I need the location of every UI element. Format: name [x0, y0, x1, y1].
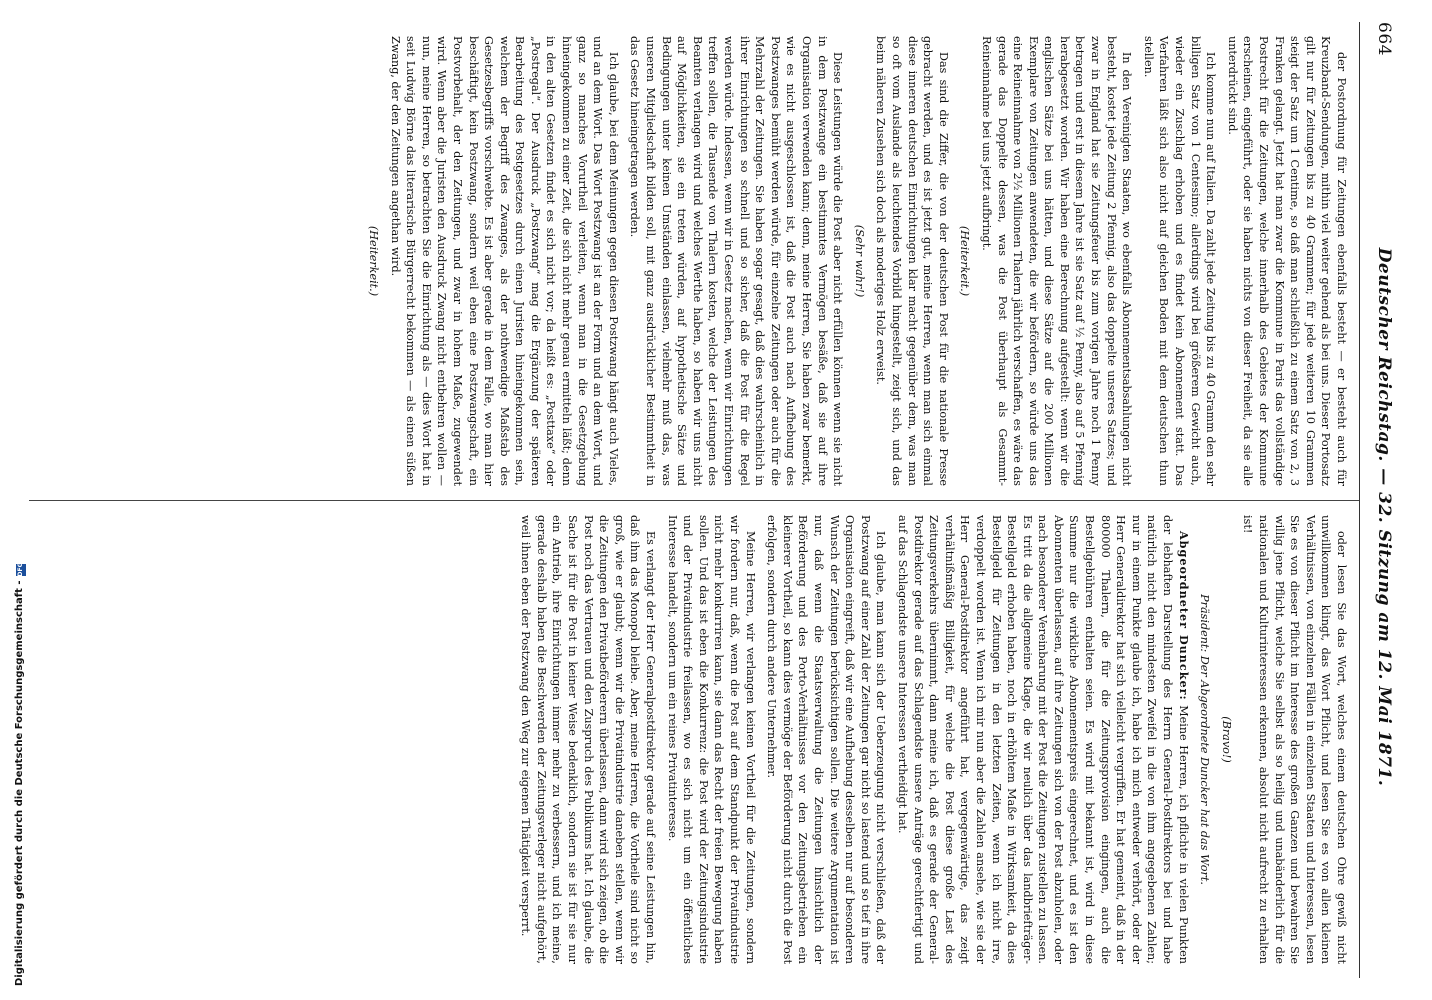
page-header: [1359, 22, 1394, 978]
paragraph: In den Vereinigten Staaten, wo ebenfalls Abonnementsabsahlungen nicht besteht, kostet jede Zeitung 2 Pfennig, also das doppelte unseres Satzes; und zwar in England hat sie Zeitungsfeuer bis zum vorigen Jahre noch 1 Penny betragen und erst in diesem Jahre ist sie Satz auf ½ Penny, also auf 5 Pfennig herabgesetzt worden. Wir haben eine Berechnung aufgestellt: wenn wir die englischen Sätze bei uns hätten, und diese Sätze auf die 200 Millionen Exemplare von Zeitungen anwendeten, die wir befördern, so würde uns das eine Reineinnahme von 2½ Millionen Thalern jährlich verschaffen, es wäre das gerade das Doppelte dessen, was die Post überhaupt als Gesammt-Reineinnahme bei uns jetzt aufbringt.: [979, 36, 1134, 486]
digitization-credit: [2, 8, 25, 998]
paragraph: der Postordnung für Zeitungen ebenfalls besteht — er besteht auch für Kreuzband-Sendungen, mithin viel weiter gehend als bei uns. Dieser Portosatz gilt nur für Zeitungen bis zu 40 Grammen; für jede weiteren 10 Grammen steigt der Satz um 1 Centime, so daß man schließlich zu einem Satz von 2, 3 Franken gelangt. Jetzt hat man zwar die Kommune in Paris das vollständige Postrecht für die Zeitungen, welche innerhalb des Gebietes der Kommune erscheinen, eingeführt, oder sie haben nichts von dieser Freiheit, da sie alle unterdrückt sind.: [1225, 36, 1348, 486]
page-title: Deutscher Reichstag. — 32. Sitzung am 12. Mai 1871.: [1374, 247, 1394, 787]
credit-text: Digitalisierung gefördert durch die Deutsche Forschungsgemeinschaft -: [14, 580, 25, 986]
paragraph: Ich glaube, man kann sich der Ueberzeugung nicht verschließen, daß der Postzwang auf einer Zahl der Zeitungen gar nicht so lastend und so tief in ihre Organisation eingreift, daß wir eine Aufhebung desselben nur auf besonderen Wunsch der Zeitungen berücksichtigen sollen. Die weitere Argumentation ist nur, daß wenn die Staatsverwaltung die Zeitungen hinsichtlich der Beförderung und des Porto-Verhältnisses vor den Zeitungsbetrieben ein kleinerer Vortheil, so kann dies vermöge der Beförderung nicht durch die Post erfolgen, sondern durch andere Unternehmer.: [765, 515, 888, 964]
paragraph: Das sind die Ziffer, die von der deutschen Post für die nationale Presse gebracht werden, und es ist jetzt gut, meine Herren, wenn man sich einmal diese inneren deutschen Einrichtungen klar macht gegenüber dem, was man so oft vom Auslande als leuchtendes Vorbild hingestellt, zeigt sich, und das beim näheren Zusehen sich doch als moderiges Holz erweist.: [874, 36, 950, 486]
interjection-note: (Heiterkeit.): [366, 225, 380, 297]
paragraph: Diese Leistungen würde die Post aber nicht erfüllen können wenn sie nicht in dem Postzwange ein bestimmtes Vermögen besäße, daß sie auf ihre Organisation verwenden kann; denn, meine Herren, Sie haben zwar bemerkt, wie es nicht ausgeschlossen ist, daß die Post auch nach Aufhebung des Postzwanges bemüht werden würde, für einzelne Zeitungen oder auch für die Mehrzahl der Zeitungen. Sie haben sogar gesagt, daß dies wahrscheinlich in ihrer Einrichtungen so schnell und so sicher, daß die Post für die Regel werden würde. Indessen, wenn wir in Gesetz machen, wenn wir Einrichtungen treffen sollen, die Tausende von Thalern kosten, welche der Leistungen des Beamten verlangen wird und welches Werthe haben, so haben wir uns nicht auf Möglichkeiten, sie ein treten würden, auf hypothetische Sätze und Bedingungen unter keinen Umständen einlassen, vielmehr muß das, was unseren Mitgliedschaft bilden soll, mit ganz ausdrücklicher Bestimmtheit in das Gesetz hineingetragen werden.: [628, 36, 845, 486]
paragraph: Es verlangt der Herr Generalpostdirektor gerade auf seine Leistungen hin, daß ihm das Monopol bleibe. Aber, meine Herren, die Vortheile sind nicht so groß, wie er glaubt; wenn wir die Privatindustrie daneben stellen, wenn wir die Zeitungen den Privatbeförderern überlassen, dann wird sich zeigen, ob die Post noch das Vertrauen und den Zuspruch des Publikums hat. Ich glaube, die Sache ist für die Post in keiner Weise bedenklich, sondern sie ist für sie nur ein Antrieb, ihre Einrichtungen immer mehr zu verbessern, und ich meine, gerade deshalb haben die Beschwerden der Zeitungsverleger nicht aufgehört, weil ihnen eben der Postzwang den Weg zur eigenen Thätigkeit versperrt.: [519, 515, 658, 964]
paragraph: Ich komme nun auf Italien. Da zahlt jede Zeitung bis zu 40 Gramm den sehr billigen Satz von 1 Centesimo; allerdings wird bei größerem Gewicht auch, wieder ein Zuschlag erhoben und es findet kein Abonnement statt. Das Verfahren läßt sich also nicht auf gleichen Boden mit dem deutschen thun stellen.: [1141, 36, 1218, 486]
paragraph: Meine Herren, wir verlangen keinen Vortheil für die Zeitungen, sondern wir fordern nur, daß, wenn die Post auf dem Standpunkt der Privatindustrie nicht mehr konkurriren kann, sie dann das Recht der freien Bewegung haben sollen. Und das ist eben die Konkurrenz: die Post wird der Zeitungsindustrie und der Privatindustrie freilassen, wo es sich nicht um ein öffentliches Interesse handelt, sondern um ein reines Privatinteresse.: [665, 515, 757, 964]
interjection-note: (Sehr wahr!): [852, 224, 866, 298]
paragraph: oder lesen Sie das Wort, welches einem deutschen Ohre gewiß nicht unwillkommen klingt, das Wort Pflicht, und lesen Sie es von allen kleinen Verhältnissen, von einzelnen Fällen in einzelnen Staaten und Interessen, lesen Sie es von dieser Pflicht im Interesse des großen Ganzen und bewahren Sie willig jene Pflicht, welche Sie selbst als so heilig und unabänderlich für die nationalen und Kulturinteressen erkennen, absolut nicht aufrecht zu erhalten ist!: [1241, 515, 1348, 964]
paragraph: Ich glaube, bei dem Meinungen gegen diesen Postzwang hängt auch Vieles, und an dem Wort. Das Wort Postzwang ist an der Form und an dem Wort, und ganz so manches Vorurtheil verleiten, wenn man in die Gesetzgebung hineingekommen zu einer Zeit, die sich nicht mehr genau ermitteln läßt; denn in den alten Gesetzen findet es sich nicht vor; da heißt es: „Posttaxe“ oder „Postregal“. Der Ausdruck „Postzwang“ mag die Ergänzung der späteren Bearbeitung des Postgesetzes durch einen Juristen hineingekommen sein, welchem der Begriff des Zwanges, als der nothwendige Maßstab des Gesetzesbegriffs vorschwebte. Es ist aber gerade in dem Falle, wo man hier beschäftigt, kein Postzwang, sondern weil eben eine Postzwangschaft, ein Postvorbehalt, der den Zeitungen, und zwar in hohem Maße, zugewendet wird. Wenn aber die Juristen den Ausdruck Zwang nicht entbehren wollen — nun, meine Herren, so betrachten Sie die Einrichtung als — dies Wort hat in seit Ludwig Börne das literarische Bürgerrecht bekommen — als einen süßen Zwang, der den Zeitungen angethan wird.: [388, 36, 620, 486]
interjection-note: (Heiterkeit.): [958, 225, 972, 297]
dfg-logo-icon: DFG: [17, 562, 24, 577]
page-number: 664: [1374, 22, 1394, 56]
document-page: [4, 0, 1404, 1000]
text-columns: [29, 22, 1359, 978]
left-column: [29, 22, 1359, 500]
interjection-note: (Bravo!): [1219, 716, 1233, 763]
right-column: [29, 500, 1359, 978]
speaker-name: Abgeordneter Duncker:: [1176, 531, 1191, 701]
speaker-announcement: Präsident: Der Abgeordnete Duncker hat das Wort.: [1198, 594, 1212, 885]
speech-paragraph: Abgeordneter Duncker: Meine Herren, ich pflichte in vielen Punkten der lebhaften Darstellung des Herrn General-Postdirektors bei und habe natürlich nicht den mindesten Zweifel in die von ihm angegebenen Zahlen; nur in einem Punkte glaube ich, habe ich mich entweder verhört, oder der Herr Generaldirektor hat sich vielleicht vergriffen. Er hat gemeint, daß in der 800000 Thalern, die für die Zeitungsprovision eingingen, auch die Bestellgebühren enthalten seien. Es wird mit bekannt ist, wird in diese Summe nur die wirkliche Abonnementspreis eingerechnet, und es ist den Abonnenten überlassen, auf ihre Zeitungen sich von der Post abzuholen, oder nach besonderer Vereinbarung mit der Post die Zeitungen zustellen zu lassen. Es tritt da die allgemeine Klage, die wir neulich über das landbriefträger-Bestellgeld erhoben haben, noch in erhöhtem Maße in Wirksamkeit, da dies Bestellgeld für Zeitungen in den letzten Zeiten, wenn ich nicht irre, verdoppelt worden ist. Wenn ich mir nun aber die Zahlen ansehe, wie sie der Herr General-Postdirektor angeführt hat, vergegenwärtige, das zeigt verhältnißmäßig Billigkeit, für welche die Post diese große Last des Zeitungsverkehrs übernimmt, dann meine ich, daß es gerade der General-Postdirektor gerade auf das Schlagendste unsere Anträge gerechtfertigt und auf das Schlagendste unsere Interessen vertheidigt hat.: [895, 515, 1191, 965]
